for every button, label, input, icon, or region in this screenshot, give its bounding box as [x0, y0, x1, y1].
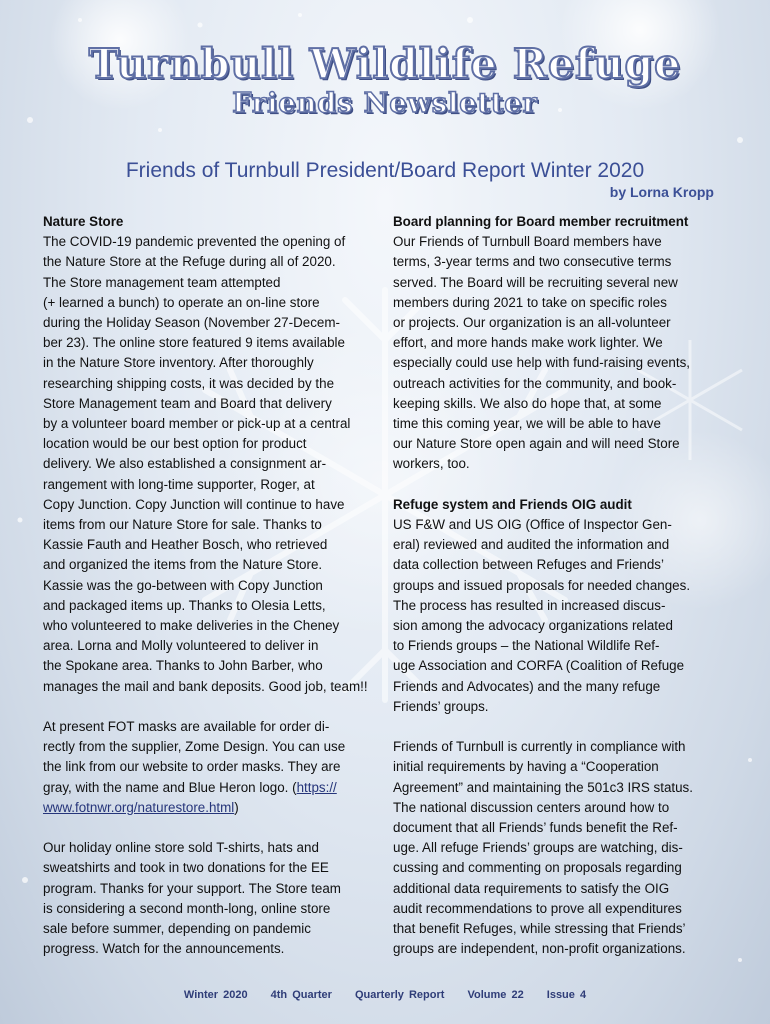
paragraph-line: uge. All refuge Friends’ groups are watching, dis-: [393, 840, 683, 856]
paragraph-line: US F&W and US OIG (Office of Inspector Gen-: [393, 517, 672, 533]
paragraph-line: sale before summer, depending on pandemic: [43, 921, 311, 937]
paragraph-line: Copy Junction. Copy Junction will continue to have: [43, 496, 345, 512]
paragraph-line: Kassie Fauth and Heather Bosch, who retrieved: [43, 537, 328, 553]
right-column: [393, 212, 723, 959]
paragraph-line: cussing and commenting on proposals regarding: [393, 860, 682, 876]
paragraph-line: progress. Watch for the announcements.: [43, 941, 285, 957]
paragraph-line: sion among the advocacy organizations related: [393, 618, 673, 634]
paragraph-line: the Nature Store at the Refuge during all of 2020.: [43, 254, 336, 270]
paragraph-line: workers, too.: [393, 456, 470, 472]
paragraph-line: eral) reviewed and audited the information and: [393, 537, 670, 553]
paragraph-line: or projects. Our organization is an all-volunteer: [393, 315, 671, 331]
paragraph-line: Friends of Turnbull is currently in compliance with: [393, 739, 686, 755]
naturestore-link[interactable]: www.fotnwr.org/naturestore.html: [43, 799, 235, 815]
byline: by Lorna Kropp: [609, 184, 714, 200]
masthead-title: Turnbull Wildlife Refuge: [88, 40, 682, 88]
paragraph-line: served. The Board will be recruiting several new: [393, 274, 678, 290]
paragraph-line: that benefit Refuges, while stressing that Friends’: [393, 921, 686, 937]
section-heading-board-planning: Board planning for Board member recruitment: [393, 214, 689, 229]
paragraph-line: The COVID-19 pandemic prevented the opening of: [43, 234, 346, 250]
paragraph-line: keeping skills. We also do hope that, at some: [393, 395, 662, 411]
paragraph-line: items from our Nature Store for sale. Thanks to: [43, 517, 322, 533]
paragraph-line: document that all Friends’ funds benefit the Ref-: [393, 820, 678, 836]
paragraph-line: Our holiday online store sold T-shirts, hats and: [43, 840, 319, 856]
paragraph: [43, 717, 379, 798]
line-text: gray, with the name and Blue Heron logo. (: [43, 779, 297, 795]
section-heading-oig-audit: Refuge system and Friends OIG audit: [393, 496, 632, 512]
paragraph-line: [43, 798, 379, 818]
paragraph-line: [43, 778, 379, 798]
paragraph-line: Kassie was the go-between with Copy Junction: [43, 577, 323, 593]
paragraph: [43, 232, 379, 697]
paragraph-line: Store Management team and Board that delivery: [43, 395, 332, 411]
paragraph-line: during the Holiday Season (November 27-Decem-: [43, 315, 340, 331]
footer-volume: Volume 22: [467, 989, 524, 1001]
paragraph-line: program. Thanks for your support. The Store team: [43, 880, 341, 896]
paragraph: [393, 232, 723, 474]
paragraph: [43, 838, 379, 959]
paragraph-line: Agreement” and maintaining the 501c3 IRS status.: [393, 779, 693, 795]
paragraph: [393, 515, 723, 717]
paragraph-line: Our Friends of Turnbull Board members have: [393, 234, 662, 250]
section-heading-nature-store: Nature Store: [43, 214, 124, 229]
paragraph-line: Friends’ groups.: [393, 698, 489, 714]
paragraph-line: to Friends groups – the National Wildlife Ref-: [393, 638, 660, 654]
paragraph-line: location would be our best option for product: [43, 436, 307, 452]
paragraph-line: our Nature Store open again and will need Store: [393, 436, 680, 452]
paragraph-line: groups are independent, non-profit organizations.: [393, 941, 686, 957]
paragraph-line: especially could use help with fund-raising events,: [393, 355, 690, 371]
report-title: Friends of Turnbull President/Board Report Winter 2020: [125, 159, 645, 182]
paragraph-line: (+ learned a bunch) to operate an on-line store: [43, 294, 320, 310]
footer-quarter: 4th Quarter: [270, 989, 332, 1001]
paragraph-line: Friends and Advocates) and the many refuge: [393, 678, 661, 694]
paragraph-line: The process has resulted in increased discus-: [393, 597, 666, 613]
paragraph-line: the Spokane area. Thanks to John Barber, who: [43, 658, 323, 674]
paragraph-line: the link from our website to order masks. They are: [43, 759, 341, 775]
paragraph-line: terms, 3-year terms and two consecutive terms: [393, 254, 672, 270]
footer-issue: Issue 4: [546, 989, 587, 1001]
footer: [0, 989, 770, 1001]
paragraph-line: by a volunteer board member or pick-up at a central: [43, 416, 351, 432]
paragraph-line: time this coming year, we will be able to have: [393, 416, 661, 432]
paragraph-line: additional data requirements to satisfy the OIG: [393, 880, 670, 896]
paren-close: ): [234, 799, 239, 815]
paragraph-line: uge Association and CORFA (Coalition of Refuge: [393, 658, 685, 674]
paragraph-line: who volunteered to make deliveries in the Cheney: [43, 618, 340, 634]
paragraph-line: delivery. We also established a consignment ar-: [43, 456, 327, 472]
paragraph-line: data collection between Refuges and Friends’: [393, 557, 664, 573]
paragraph-line: and packaged items up. Thanks to Olesia Letts,: [43, 597, 326, 613]
paragraph-line: outreach activities for the community, and book-: [393, 375, 677, 391]
paragraph-line: initial requirements by having a “Cooperation: [393, 759, 659, 775]
left-column: [43, 212, 379, 959]
paragraph-line: The national discussion centers around how to: [393, 799, 670, 815]
paragraph-line: rangement with long-time supporter, Roger, at: [43, 476, 315, 492]
masthead-subtitle: Friends Newsletter: [232, 88, 538, 119]
paragraph-line: rectly from the supplier, Zome Design. You can use: [43, 739, 346, 755]
naturestore-link-start[interactable]: https://: [296, 779, 337, 795]
paragraph-line: area. Lorna and Molly volunteered to deliver in: [43, 638, 319, 654]
paragraph-line: The Store management team attempted: [43, 274, 281, 290]
paragraph-line: and organized the items from the Nature Store.: [43, 557, 323, 573]
paragraph: [393, 737, 723, 959]
paragraph-line: members during 2021 to take on specific roles: [393, 294, 667, 310]
paragraph-line: At present FOT masks are available for order di-: [43, 719, 330, 735]
footer-season: Winter 2020: [183, 989, 248, 1001]
paragraph-line: ber 23). The online store featured 9 items available: [43, 335, 345, 351]
paragraph-line: manages the mail and bank deposits. Good job, team!!: [43, 678, 368, 694]
paragraph-line: in the Nature Store inventory. After thoroughly: [43, 355, 314, 371]
paragraph-line: audit recommendations to prove all expenditures: [393, 900, 682, 916]
paragraph-line: is considering a second month-long, online store: [43, 900, 331, 916]
paragraph-line: researching shipping costs, it was decided by the: [43, 375, 335, 391]
footer-type: Quarterly Report: [355, 989, 445, 1001]
paragraph-line: sweatshirts and took in two donations for the EE: [43, 860, 329, 876]
paragraph-line: effort, and more hands make work lighter. We: [393, 335, 663, 351]
paragraph-line: groups and issued proposals for needed changes.: [393, 577, 691, 593]
